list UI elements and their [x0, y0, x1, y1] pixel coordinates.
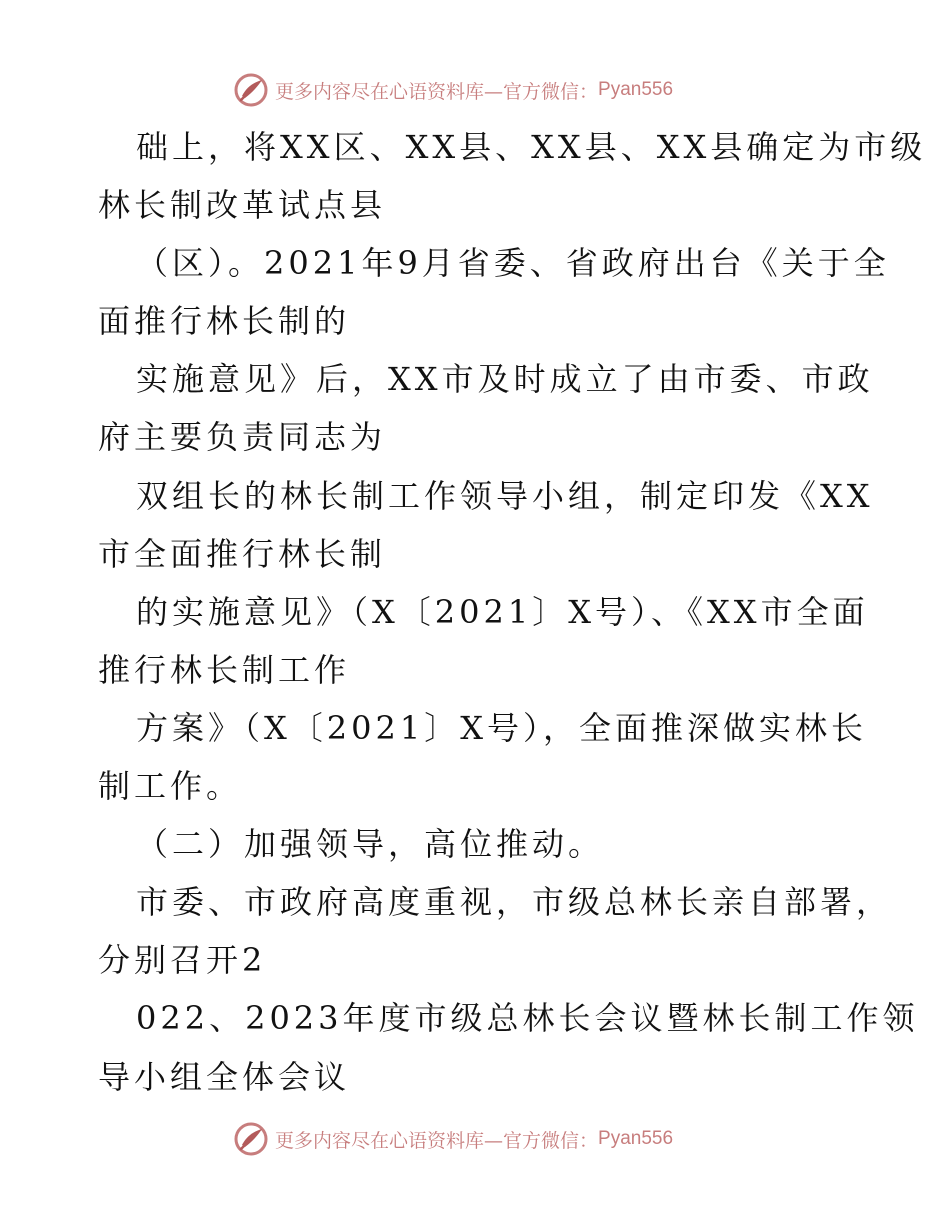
text-line: 分别召开2 [98, 941, 267, 980]
text-line: 础上，将XX区、XX县、XX县、XX县确定为市级 [136, 128, 927, 166]
text-line: 制工作。 [98, 767, 243, 806]
watermark-wechat-id: Pyan556 [598, 1128, 674, 1149]
text-line: 导小组全体会议 [98, 1057, 351, 1096]
text-line: 林长制改革试点县 [98, 186, 387, 225]
text-line: 双组长的林长制工作领导小组，制定印发《XX [136, 476, 874, 515]
pen-logo-icon [233, 1121, 269, 1157]
text-line: 方案》（X〔2021〕X号），全面推深做实林长 [136, 708, 868, 747]
watermark-wechat-id: Pyan556 [598, 79, 674, 100]
watermark-text: 更多内容尽在心语资料库—官方微信： [275, 1129, 599, 1152]
watermark-text: 更多内容尽在心语资料库—官方微信： [275, 80, 599, 103]
text-line: （区）。2021年9月省委、省政府出台《关于全 [136, 244, 890, 283]
text-line: 市委、市政府高度重视，市级总林长亲自部署， [136, 883, 893, 922]
text-line: 推行林长制工作 [98, 650, 351, 689]
text-line: 府主要负责同志为 [98, 418, 387, 457]
header-watermark [233, 70, 673, 110]
text-line: 实施意见》后，XX市及时成立了由市委、市政 [136, 360, 874, 399]
text-line: 022、2023年度市级总林长会议暨林长制工作领 [136, 999, 919, 1038]
text-line: 市全面推行林长制 [98, 534, 387, 573]
text-line: （二）加强领导，高位推动。 [136, 825, 605, 864]
pen-logo-icon [233, 72, 269, 108]
text-line: 的实施意见》（X〔2021〕X号）、《XX市全面 [136, 592, 869, 631]
text-line: 面推行林长制的 [98, 302, 351, 341]
footer-watermark [233, 1119, 673, 1159]
document-body [98, 118, 927, 1106]
